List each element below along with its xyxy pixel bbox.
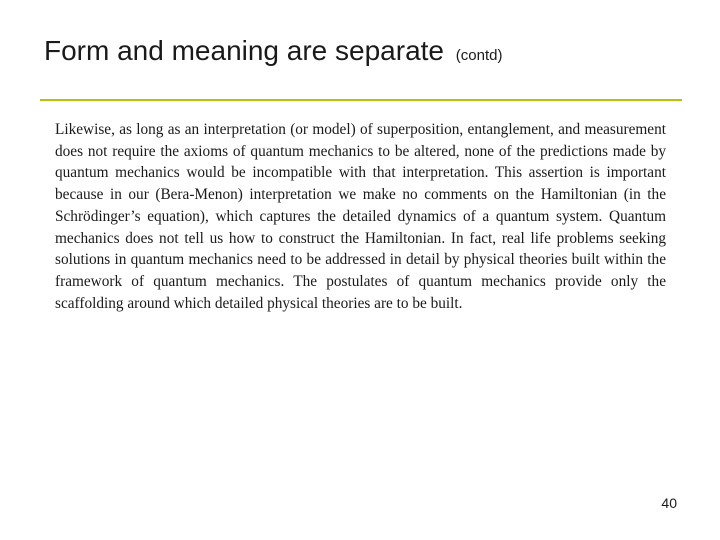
slide-title-suffix: (contd) — [455, 47, 503, 64]
slide-title — [44, 34, 502, 68]
page-number: 40 — [661, 495, 677, 511]
body-paragraph: Likewise, as long as an interpretation (or model) of superposition, entanglement, and measurement does not require the axioms of quantum mechanics to be altered, none of the predictions made by quantum mechanics would be incompatible with that interpretation. This assertion is important because in our (Bera-Menon) interpretation we make no comments on the Hamiltonian (in the Schrödinger’s equation), which captures the detailed dynamics of a quantum system. Quantum mechanics does not tell us how to construct the Hamiltonian. In fact, real life problems seeking solutions in quantum mechanics need to be addressed in detail by physical theories built within the framework of quantum mechanics. The postulates of quantum mechanics provide only the scaffolding around which detailed physical theories are to be built. — [55, 121, 666, 312]
title-divider — [40, 99, 682, 101]
slide-title-main: Form and meaning are separate — [44, 35, 444, 66]
